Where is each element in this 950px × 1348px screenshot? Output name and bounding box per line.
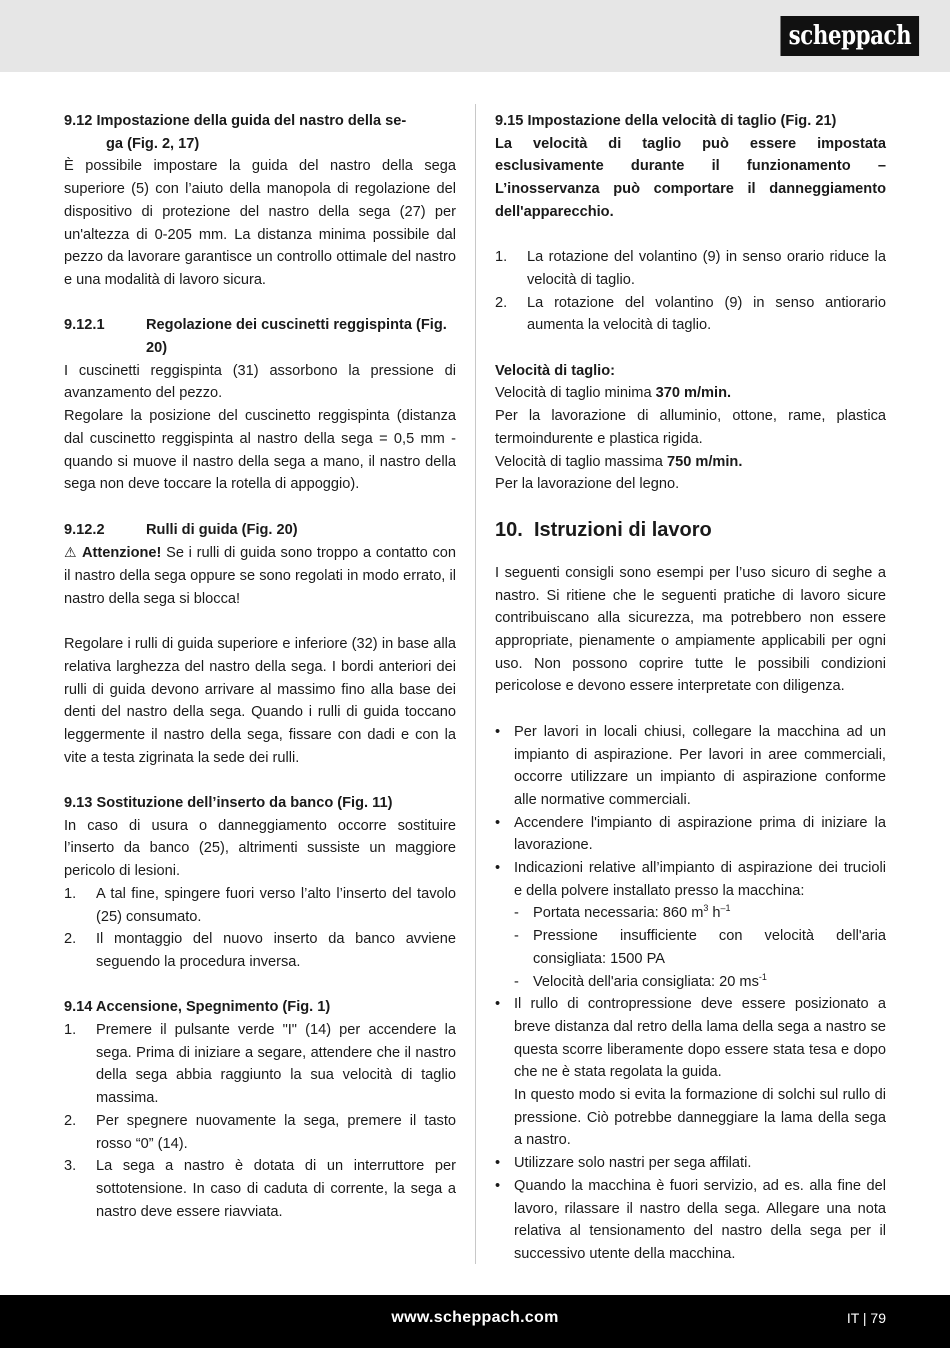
section-10-title: 10. Istruzioni di lavoro	[495, 518, 712, 541]
page-number: IT | 79	[846, 1310, 886, 1326]
bullet-item: • Il rullo di contropressione deve essere posizionato a breve distanza dal retro della lama della sega a nastro se questa scorre liberamente dopo essere stata tesa e dopo che ne è stata regolata la guida.	[495, 996, 886, 1081]
bullet-continuation: In questo modo si evita la formazione di solchi sul rullo di pressione. Ciò potrebbe danneggiare la lama della sega a nastro.	[514, 1087, 886, 1149]
left-column	[64, 110, 456, 1223]
website-link[interactable]: www.scheppach.com	[391, 1309, 559, 1326]
list-item: 3. La sega a nastro è dotata di un interruttore per sottotensione. In caso di caduta di corrente, la sega a nastro deve essere riavviata.	[64, 1158, 456, 1220]
section-9-14-title: 9.14 Accensione, Spegnimento (Fig. 1)	[64, 999, 331, 1016]
list-item: 2. Per spegnere nuovamente la sega, premere il tasto rosso “0” (14).	[64, 1112, 456, 1152]
section-9-13-title: 9.13 Sostituzione dell’inserto da banco (Fig. 11)	[64, 795, 393, 812]
list-item: 1. A tal fine, spingere fuori verso l’alto l’inserto del tavolo (25) consumato.	[64, 885, 456, 925]
list-item: 1. La rotazione del volantino (9) in senso orario riduce la velocità di taglio.	[495, 249, 886, 288]
section-9-12-2-title: 9.12.2 Rulli di guida (Fig. 20)	[64, 521, 298, 538]
section-9-12-1-title: 9.12.1 Regolazione dei cuscinetti reggispinta (Fig. 20)	[64, 317, 447, 357]
dash-item: - Pressione insufficiente con velocità dell'aria consigliata: 1500 PA	[514, 928, 886, 967]
speed-min: Velocità di taglio minima 370 m/min.	[495, 385, 732, 402]
section-9-15-notice: La velocità di taglio può essere impostata esclusivamente durante il funzionamento – L’inosservanza può comportare il danneggiamento dell'apparecchio.	[495, 135, 886, 220]
warning-paragraph: ⚠ Attenzione! Se i rulli di guida sono troppo a contatto con il nastro della sega oppure se sono regolati in modo errato, il nastro della sega si blocca!	[64, 544, 456, 607]
section-9-12-body: È possibile impostare la guida del nastro della sega superiore (5) con l’aiuto della manopola di regolazione del dispositivo di protezione del nastro della sega (27) per un'altezza di 0-205 mm. La distanza minima possibile dal pezzo da lavorare garantisce un controllo ottimale del nastro e una modalità di lavoro sicura.	[64, 158, 456, 288]
bullet-item: • Indicazioni relative all’impianto di aspirazione dei trucioli e della polvere installato presso la macchina:	[495, 860, 886, 899]
section-10-intro: I seguenti consigli sono esempi per l’uso sicuro di seghe a nastro. Si ritiene che le seguenti pratiche di lavoro sicure contribuiscano alla sicurezza, ma potrebbero non essere appropriate, pienamente o ampiamente applicabili per ogni uso. Non possono coprire tutte le possibili condizioni pericolose e devono essere interpretate con diligenza.	[495, 564, 886, 695]
page-header	[0, 0, 950, 72]
page-footer	[0, 1295, 950, 1348]
speed-title: Velocità di taglio:	[495, 362, 616, 379]
bullet-item: • Accendere l'impianto di aspirazione prima di iniziare la lavorazione.	[495, 814, 886, 854]
right-column	[495, 110, 886, 1266]
dash-item: - Velocità dell'aria consigliata: 20 $ms^{-1}$	[514, 971, 767, 990]
bullet-item: • Per lavori in locali chiusi, collegare la macchina ad un impianto di aspirazione. Per lavori in aree commerciali, occorre utilizzare un impianto di aspirazione conforme alle normative commerciali.	[495, 723, 886, 808]
speed-max: Velocità di taglio massima 750 m/min.	[495, 453, 743, 470]
bullet-item: • Utilizzare solo nastri per sega affilati.	[495, 1155, 752, 1172]
section-9-12-1-paragraph: I cuscinetti reggispinta (31) assorbono la pressione di avanzamento del pezzo.	[64, 362, 456, 402]
section-9-12-2-body: Regolare i rulli di guida superiore e inferiore (32) in base alla relativa larghezza del nastro della sega. I bordi anteriori dei rulli di guida devono arrivare al massimo fino alla base dei denti del nastro della sega. Quando i rulli di guida toccano leggermente il nastro della sega, fissare con dadi e con la vite a testa zigrinata la sede dei rulli.	[64, 636, 456, 766]
section-9-13-body: In caso di usura o danneggiamento occorre sostituire l’inserto da banco (25), altrimenti sussiste un maggiore pericolo di lesioni.	[64, 817, 456, 880]
list-item: 1. Premere il pulsante verde "I" (14) per accendere la sega. Prima di iniziare a segare, attendere che il nastro della sega abbia raggiunto la sua velocità di taglio massima.	[64, 1022, 456, 1107]
speed-min-use: Per la lavorazione di alluminio, ottone, rame, plastica termoindurente e plastica rigida.	[495, 408, 886, 447]
speed-max-use: Per la lavorazione del legno.	[495, 476, 680, 493]
warning-icon: ⚠	[64, 544, 78, 561]
brand-logo: scheppach	[780, 16, 919, 56]
dash-item: - Portata necessaria: 860 $m^3$ $h^{-1}$	[514, 903, 731, 922]
list-item: 2. La rotazione del volantino (9) in senso antiorario aumenta la velocità di taglio.	[495, 294, 886, 334]
section-9-12-1-paragraph: Regolare la posizione del cuscinetto reggispinta (distanza dal cuscinetto reggispinta al nastro della sega = 0,5 mm - quando si muove il nastro della sega a mano, il nastro della sega non deve toccare la rotella di appoggio).	[64, 408, 456, 493]
section-9-12-title: 9.12 Impostazione della guida del nastro della se- ga (Fig. 2, 17)	[64, 113, 407, 152]
column-divider	[475, 104, 476, 1264]
section-9-15-title: 9.15 Impostazione della velocità di taglio (Fig. 21)	[495, 113, 837, 129]
bullet-item: • Quando la macchina è fuori servizio, ad es. alla fine del lavoro, rilassare il nastro della sega. Allegare una nota relativa al tensionamento del nastro della sega per il successivo utente della macchina.	[495, 1177, 886, 1262]
list-item: 2. Il montaggio del nuovo inserto da banco avviene seguendo la procedura inversa.	[64, 931, 456, 970]
